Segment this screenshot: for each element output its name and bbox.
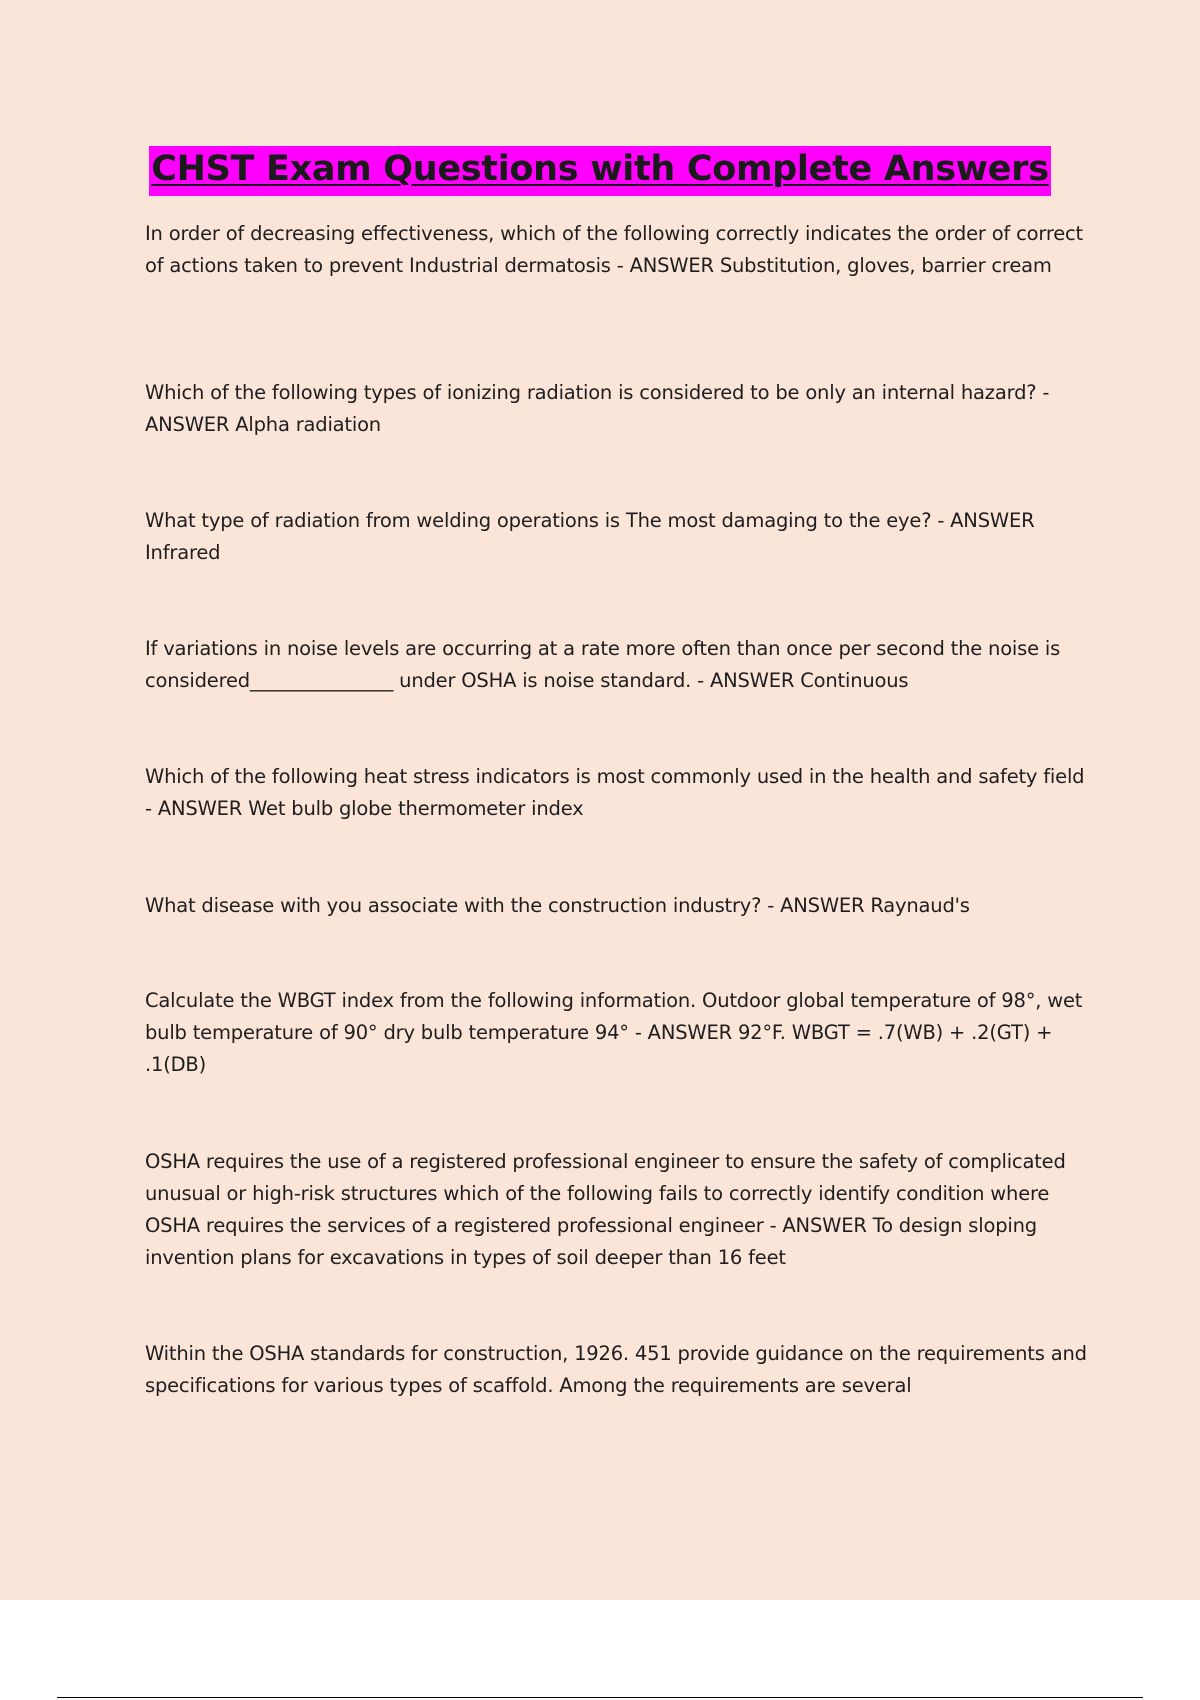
title-container: [0, 146, 1200, 196]
footer-divider: [57, 1697, 1143, 1698]
qa-item-6: What disease with you associate with the construction industry? - ANSWER Raynaud's: [145, 894, 970, 917]
qa-item-7: Calculate the WBGT index from the following information. Outdoor global temperature of 98°, wet bulb temperature of 90° dry bulb temperature 94° - ANSWER 92°F. WBGT = .7(WB) + .2(GT) + .1(DB): [145, 989, 1083, 1076]
qa-item-3: What type of radiation from welding operations is The most damaging to the eye? - ANSWER Infrared: [145, 509, 1035, 564]
qa-item-4: If variations in noise levels are occurring at a rate more often than once per second the noise is considered_______________ under OSHA is noise standard. - ANSWER Continuous: [145, 637, 1061, 692]
document-title: CHST Exam Questions with Complete Answers: [149, 146, 1050, 196]
qa-item-9: Within the OSHA standards for construction, 1926. 451 provide guidance on the requirements and specifications for various types of scaffold. Among the requirements are several: [145, 1342, 1087, 1397]
qa-item-2: Which of the following types of ionizing radiation is considered to be only an internal hazard? - ANSWER Alpha radiation: [145, 381, 1050, 436]
qa-item-1: In order of decreasing effectiveness, which of the following correctly indicates the order of correct of actions taken to prevent Industrial dermatosis - ANSWER Substitution, gloves, barrier cream: [145, 222, 1083, 277]
qa-item-5: Which of the following heat stress indicators is most commonly used in the health and safety field - ANSWER Wet bulb globe thermometer index: [145, 765, 1085, 820]
qa-item-8: OSHA requires the use of a registered professional engineer to ensure the safety of complicated unusual or high-risk structures which of the following fails to correctly identify condition where OSHA requires the services of a registered professional engineer - ANSWER To design sloping invention plans for excavations in types of soil deeper than 16 feet: [145, 1150, 1066, 1269]
